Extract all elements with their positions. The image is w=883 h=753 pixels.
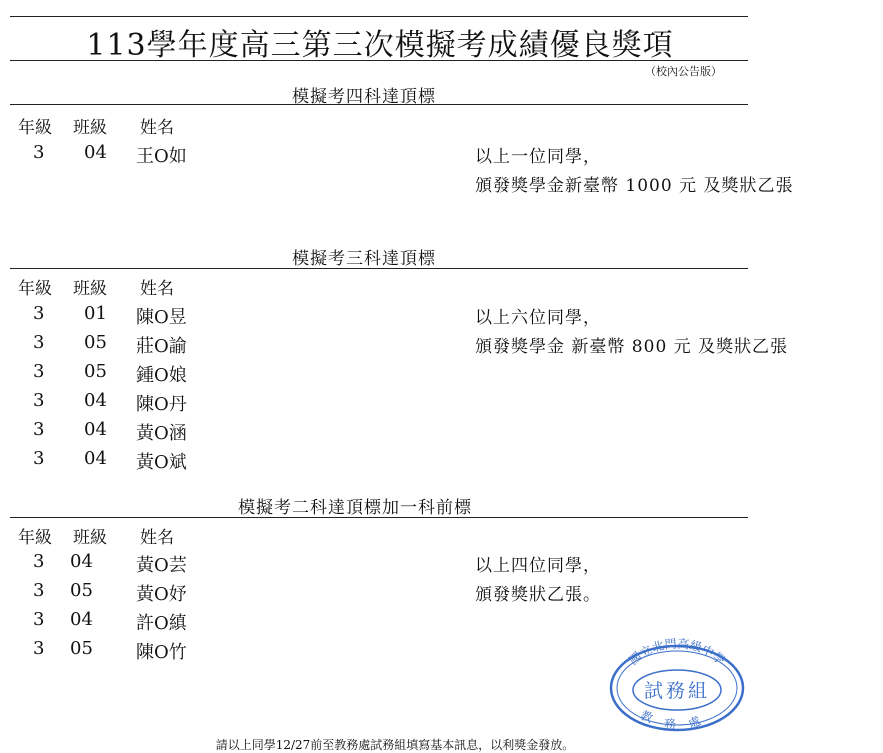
class-cell: 01 <box>84 303 107 324</box>
class-cell: 04 <box>70 551 93 572</box>
header-class: 班級 <box>73 528 107 548</box>
class-cell: 05 <box>70 580 93 601</box>
seal-stamp <box>607 636 747 732</box>
top-rule <box>10 16 748 17</box>
grade-cell: 3 <box>33 332 45 353</box>
name-cell: 黃O芸 <box>136 555 187 576</box>
award-note-line2: 頒發獎學金 新臺幣 800 元 及獎狀乙張 <box>475 337 789 357</box>
class-cell: 04 <box>84 448 107 469</box>
grade-cell: 3 <box>33 142 45 163</box>
award-note-line1: 以上四位同學， <box>475 556 601 576</box>
seal-bottom-text: 教務處 <box>638 708 716 732</box>
header-name: 姓名 <box>140 528 174 548</box>
section-title: 模擬考四科達頂標 <box>292 87 436 107</box>
name-cell: 鍾O娘 <box>136 365 187 386</box>
seal-center-text: 試務組 <box>643 680 711 702</box>
name-cell: 黃O妤 <box>136 584 187 605</box>
award-note-line2: 頒發獎狀乙張。 <box>475 585 601 605</box>
title-rule <box>10 60 748 61</box>
grade-cell: 3 <box>33 638 45 659</box>
name-cell: 莊O諭 <box>136 336 187 357</box>
class-cell: 04 <box>84 142 107 163</box>
award-note-line1: 以上一位同學， <box>475 147 601 167</box>
section-title: 模擬考三科達頂標 <box>292 249 436 269</box>
grade-cell: 3 <box>33 609 45 630</box>
class-cell: 04 <box>70 609 93 630</box>
page-title: 113學年度高三第三次模擬考成績優良獎項 <box>86 28 674 63</box>
section-rule <box>10 104 748 105</box>
grade-cell: 3 <box>33 580 45 601</box>
grade-cell: 3 <box>33 419 45 440</box>
name-cell: 黃O涵 <box>136 423 187 444</box>
name-cell: 陳O丹 <box>136 394 187 415</box>
grade-cell: 3 <box>33 303 45 324</box>
award-note-line2: 頒發獎學金新臺幣 1000 元 及獎狀乙張 <box>475 176 794 196</box>
name-cell: 黃O斌 <box>136 452 187 473</box>
name-cell: 王O如 <box>136 146 187 167</box>
grade-cell: 3 <box>33 551 45 572</box>
seal-ring-text: 國立北門高級中學 <box>626 636 728 668</box>
header-class: 班級 <box>73 279 107 299</box>
name-cell: 許O縝 <box>136 613 187 634</box>
section-rule <box>10 268 748 269</box>
header-grade: 年級 <box>18 118 52 138</box>
grade-cell: 3 <box>33 361 45 382</box>
header-name: 姓名 <box>140 118 174 138</box>
name-cell: 陳O昱 <box>136 307 187 328</box>
class-cell: 05 <box>70 638 93 659</box>
award-note-line1: 以上六位同學， <box>475 308 601 328</box>
header-class: 班級 <box>73 118 107 138</box>
header-grade: 年級 <box>18 279 52 299</box>
class-cell: 05 <box>84 332 107 353</box>
notice-label: （校內公告版） <box>645 65 722 78</box>
section-title: 模擬考二科達頂標加一科前標 <box>238 498 472 518</box>
header-grade: 年級 <box>18 528 52 548</box>
class-cell: 05 <box>84 361 107 382</box>
class-cell: 04 <box>84 390 107 411</box>
section-rule <box>10 517 748 518</box>
footer-instruction: 請以上同學12/27前至教務處試務組填寫基本訊息，以利獎金發放。 <box>215 738 575 752</box>
grade-cell: 3 <box>33 390 45 411</box>
class-cell: 04 <box>84 419 107 440</box>
name-cell: 陳O竹 <box>136 642 187 663</box>
header-name: 姓名 <box>140 279 174 299</box>
grade-cell: 3 <box>33 448 45 469</box>
